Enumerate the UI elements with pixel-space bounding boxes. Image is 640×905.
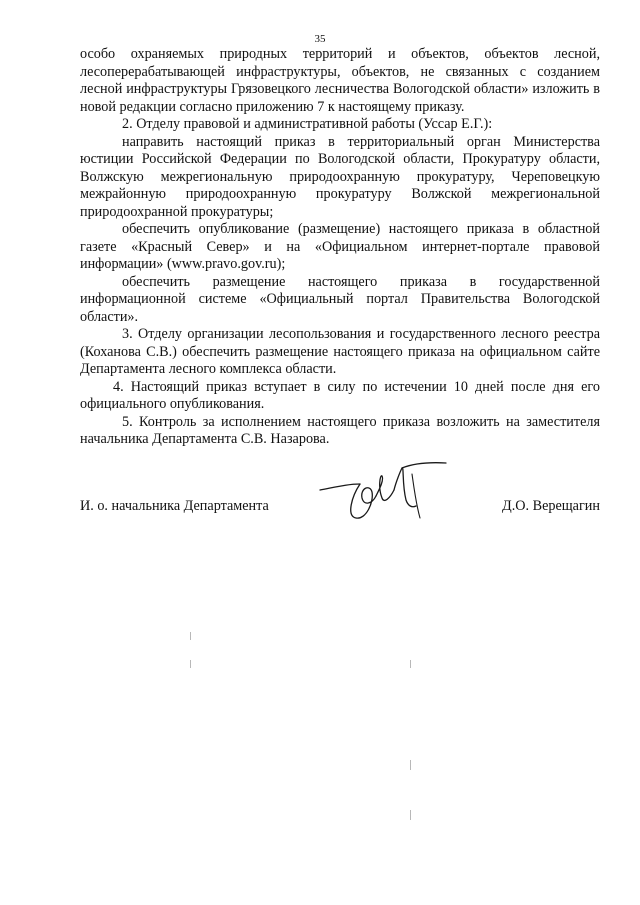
paragraph-send-order: направить настоящий приказ в территориальный орган Министерства юстиции Российской Федерации по Вологодской области, Прокуратуру области, Волжскую межрегиональную природоохранную прокуратуру, Череповецкую межрайонную природоохранную прокуратуру Волжской межрегиональной природоохранной прокуратуры; [80, 133, 600, 220]
scan-mark [410, 660, 411, 668]
paragraph-item-2-heading: 2. Отделу правовой и административной работы (Уссар Е.Г.): [122, 116, 493, 132]
handwritten-signature [316, 454, 456, 534]
paragraph-item-5: 5. Контроль за исполнением настоящего приказа возложить на заместителя начальника Департамента С.В. Назарова. [80, 413, 600, 447]
paragraph-item-3: 3. Отделу организации лесопользования и государственного лесного реестра (Коханова С.В.) обеспечить размещение настоящего приказа на официальном сайте Департамента лесного комплекса области. [80, 326, 600, 377]
scan-mark [410, 810, 411, 820]
paragraph-place-order-portal: обеспечить размещение настоящего приказа в государственной информационной системе «Официальный портал Правительства Вологодской области». [80, 273, 600, 325]
paragraph-item-4: 4. Настоящий приказ вступает в силу по истечении 10 дней после дня его официального опубликования. [80, 378, 600, 412]
paragraph-protected-territories: особо охраняемых природных территорий и объектов, объектов лесной, лесоперерабатывающей инфраструктуры, объектов, не связанных с созданием лесной инфраструктуры Грязовецкого лесничества Вологодской области» изложить в новой редакции согласно приложению 7 к настоящему приказу. [80, 46, 600, 115]
page-number: 35 [314, 33, 326, 45]
signer-name: Д.О. Верещагин [502, 498, 600, 514]
scan-mark [410, 760, 411, 770]
paragraph-publish-order: обеспечить опубликование (размещение) настоящего приказа в областной газете «Красный Север» и на «Официальном интернет-портале правовой информации» (www.pravo.gov.ru); [80, 221, 600, 272]
signer-position: И. о. начальника Департамента [80, 498, 269, 514]
scan-mark [190, 660, 191, 668]
scan-mark [190, 632, 191, 640]
document-body [80, 46, 600, 449]
